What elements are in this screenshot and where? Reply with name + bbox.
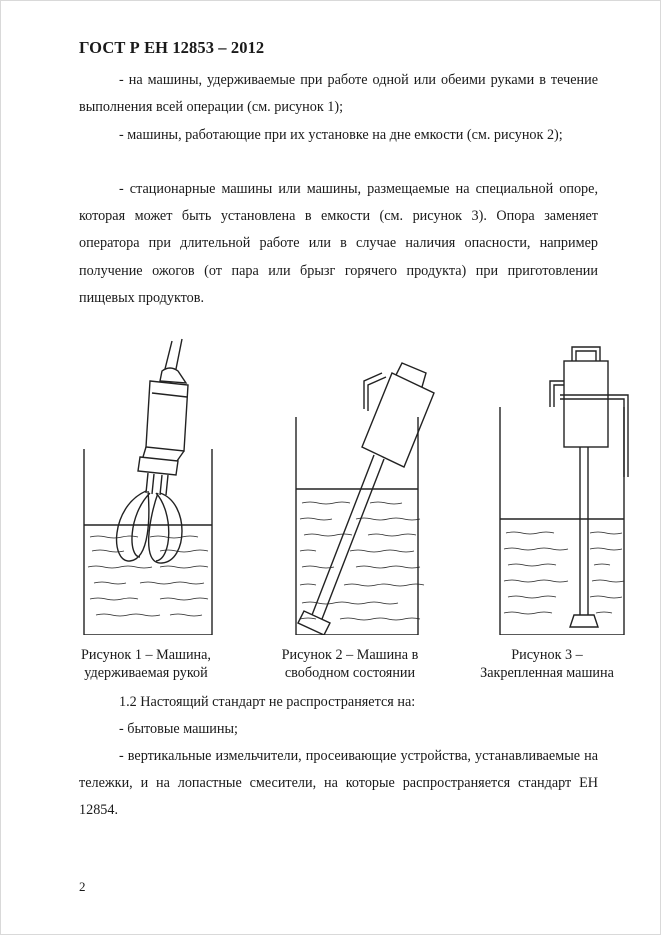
figure-1-caption-line-1: Рисунок 1 – Машина, [81,647,211,663]
figure-3-fixed-machine [500,347,628,635]
figures-drawing [0,335,661,635]
figure-1-caption-line-2: удерживаемая рукой [84,665,208,681]
figure-3-caption [462,646,632,682]
figure-1-hand-held-machine [84,339,212,635]
figure-1-caption [62,646,230,682]
paragraph-hand-held: - на машины, удерживаемые при работе одной или обеими руками в течение выполнения всей операции (см. рисунок 1); [79,72,598,116]
paragraph-stationary: - стационарные машины или машины, размещаемые на специальной опоре, которая может быть установлена в емкости (см. рисунок 3). Опора заменяет оператора при длительной работе или в случае наличия опасности, например получение ожогов (от пара или брызг горячего продукта) при приготовлении пищевых продуктов. [79,181,598,306]
page-number: 2 [79,879,86,894]
figure-3-caption-line-1: Рисунок 3 – [511,647,583,663]
paragraph-vertical-cutters: - вертикальные измельчители, просеивающие устройства, устанавливаемые на тележки, и на лопастные смесители, на которые распространяется стандарт ЕН 12854. [79,748,598,819]
figure-2-caption-line-2: свободном состоянии [284,665,416,681]
figure-2-caption-line-1: Рисунок 2 – Машина в [281,647,419,663]
paragraph-household: - бытовые машины; [119,721,238,737]
figure-2-caption [264,646,436,682]
figures-area [0,335,661,635]
paragraph-bottom-placed: - машины, работающие при их установке на дне емкости (см. рисунок 2); [119,127,563,143]
figure-2-free-standing-machine [296,363,434,635]
figure-3-caption-line-2: Закрепленная машина [480,665,614,681]
document-header: ГОСТ Р ЕН 12853 – 2012 [79,38,265,57]
paragraph-scope-exclusion: 1.2 Настоящий стандарт не распространяется на: [119,694,416,710]
